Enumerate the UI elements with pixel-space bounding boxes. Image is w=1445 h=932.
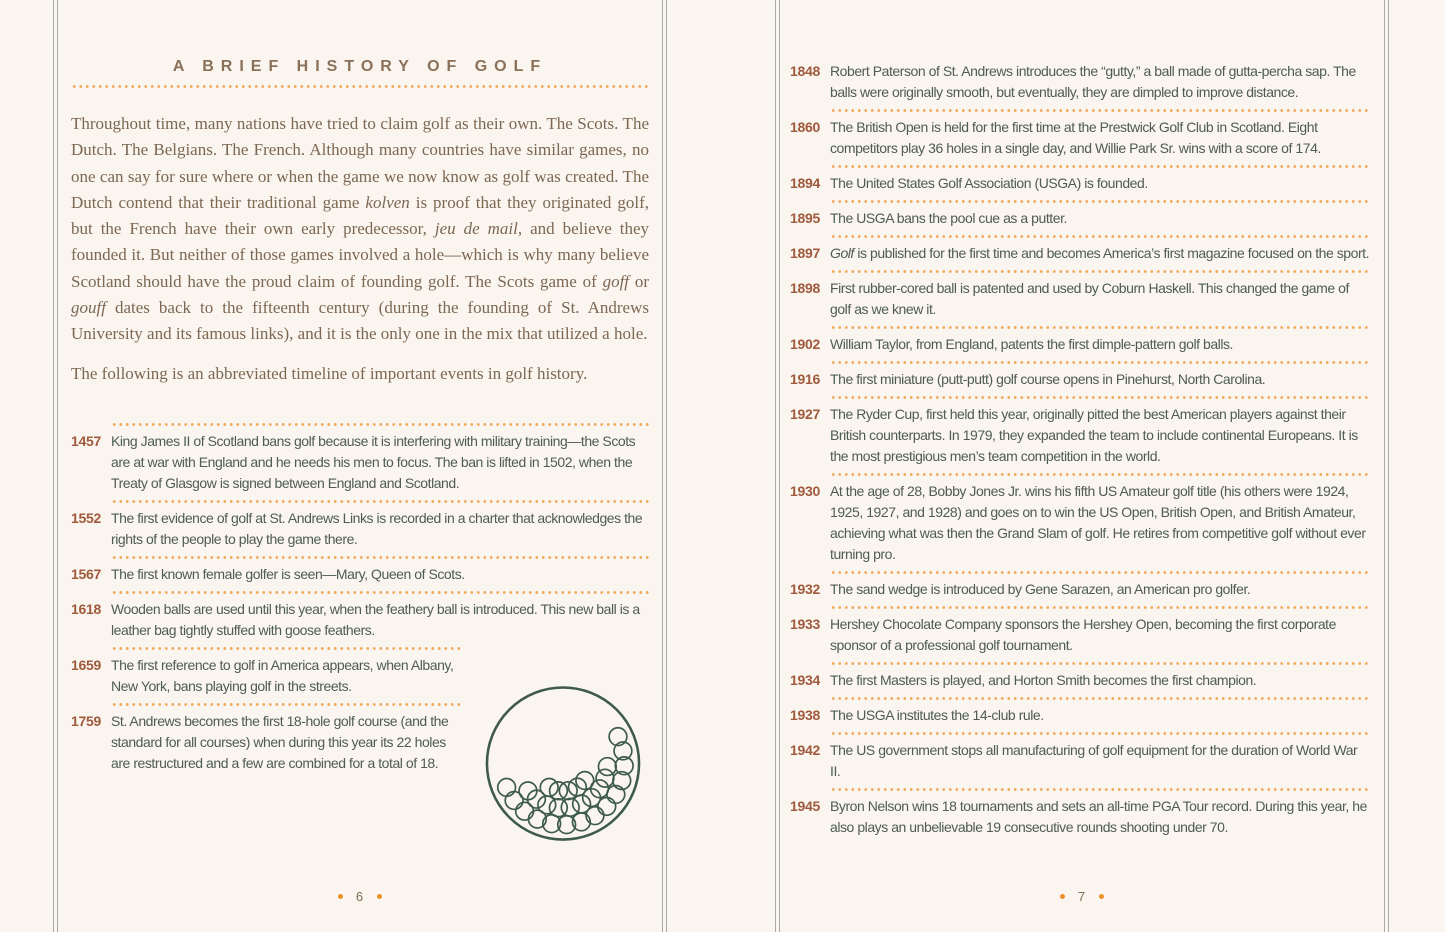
page-dot-icon [377,894,382,899]
timeline-entry [790,791,1370,844]
timeline-entry [790,364,1370,396]
timeline-year: 1942 [790,742,820,758]
timeline-text: The first reference to golf in America appears, when Albany, New York, bans playing golf in the streets. [111,656,454,694]
timeline-year: 1945 [790,798,820,814]
page-dot-icon [338,894,343,899]
timeline-year: 1759 [71,712,101,729]
timeline-text: The USGA institutes the 14-club rule. [830,707,1044,723]
timeline-text: The sand wedge is introduced by Gene Sarazen, an American pro golfer. [830,581,1251,597]
dotted-divider [71,85,649,88]
timeline-text: Hershey Chocolate Company sponsors the Hershey Open, becoming the first corporate sponsor of a professional golf tournament. [830,616,1336,653]
timeline-year: 1934 [790,672,820,688]
timeline-year: 1848 [790,63,820,79]
timeline-year: 1938 [790,707,820,723]
timeline-entry [790,476,1370,571]
timeline-entry [790,735,1370,788]
timeline-year: 1932 [790,581,820,597]
timeline-year: 1895 [790,210,820,226]
timeline-lead-in: The following is an abbreviated timeline of important events in golf history. [71,363,588,383]
timeline-year: 1567 [71,565,101,582]
timeline-right [790,56,1370,844]
timeline-year: 1927 [790,406,820,422]
timeline-text: The United States Golf Association (USGA) is founded. [830,175,1148,191]
timeline-entry [790,399,1370,473]
timeline-year: 1457 [71,432,101,449]
timeline-entry [790,609,1370,662]
timeline-entry [71,426,649,500]
timeline-text: Byron Nelson wins 18 tournaments and sets an all-time PGA Tour record. During this year, he also plays an unbelievable 19 consecutive rounds shooting under 70. [830,798,1367,835]
timeline-text: The US government stops all manufacturing of golf equipment for the duration of World War II. [830,742,1358,779]
timeline-text: The British Open is held for the first time at the Prestwick Golf Club in Scotland. Eight competitors play 36 holes in a single day, and Willie Park Sr. wins with a score of 174. [830,119,1321,156]
timeline-year: 1898 [790,280,820,296]
left-page [58,0,662,932]
timeline-entry [790,329,1370,361]
timeline-text: At the age of 28, Bobby Jones Jr. wins his fifth US Amateur golf title (his others were 1924, 1925, 1927, and 1928) and goes on to win the US Open, British Open, and British Amateur, achieving what was then the Grand Slam of golf. He retires from competitive golf without ever turning pro. [830,483,1366,562]
timeline-text: First rubber-cored ball is patented and used by Coburn Haskell. This changed the game of golf as we knew it. [830,280,1349,317]
page-dot-icon [1099,894,1104,899]
timeline-text: King James II of Scotland bans golf because it is interfering with military training—the Scots are at war with England and he needs his men to focus. The ban is lifted in 1502, when the Treaty of Glasgow is signed between England and Scotland. [111,432,636,491]
timeline-year: 1933 [790,616,820,632]
right-page [780,0,1384,932]
timeline-entry [71,559,649,591]
right-margin [1389,0,1445,932]
timeline-text: St. Andrews becomes the first 18-hole golf course (and the standard for all courses) when during this year its 22 holes are restructured and a few are combined for a total of 18. [111,712,449,771]
timeline-text: The first known female golfer is seen—Mary, Queen of Scots. [111,565,465,582]
timeline-entry [790,203,1370,235]
page-number: 7 [1077,889,1087,904]
page-number: 6 [355,889,365,904]
book-gutter [667,0,775,932]
timeline-text: Golf is published for the first time and becomes America’s first magazine focused on the sport. [830,245,1370,261]
timeline-entry [790,112,1370,165]
timeline-year: 1930 [790,483,820,499]
timeline-entry [71,503,649,556]
timeline-entry [790,168,1370,200]
timeline-year: 1860 [790,119,820,135]
timeline-entry [790,56,1370,109]
timeline-year: 1902 [790,336,820,352]
timeline-year: 1552 [71,509,101,526]
timeline-year: 1894 [790,175,820,191]
timeline-year: 1916 [790,371,820,387]
timeline-entry [790,273,1370,326]
timeline-text: The USGA bans the pool cue as a putter. [830,210,1067,226]
timeline-entry [790,574,1370,606]
timeline-entry [790,700,1370,732]
timeline-entry [790,665,1370,697]
timeline-text: The Ryder Cup, first held this year, originally pitted the best American players against their British counterparts. In 1979, they expanded the team to include continental Europeans. It is the most prestigious men’s team competition in the world. [830,406,1358,464]
timeline-entry [71,594,649,647]
page-number-left [58,889,662,904]
page-title: A BRIEF HISTORY OF GOLF [172,58,548,75]
intro-paragraph: Throughout time, many nations have tried to claim golf as their own. The Scots. The Dutch. The Belgians. The French. Although many countries have similar games, no one can say for sure where or when the game we now know as golf was created. The Dutch contend that their traditional game kolven is proof that they originated golf, but the French have their own early predecessor, jeu de mail, and believe they founded it. But neither of those games involved a hole—which is why many believe Scotland should have the proud claim of founding golf. The Scots game of goff or gouff dates back to the fifteenth century (during the founding of St. Andrews University and its famous links), and it is the only one in the mix that utilized a hole. [71,114,649,344]
left-margin [0,0,53,932]
timeline-text: Robert Paterson of St. Andrews introduces the “gutty,” a ball made of gutta-percha sap. The balls were originally smooth, but eventually, they are dimpled to improve distance. [830,63,1356,100]
timeline-text: William Taylor, from England, patents the first dimple-pattern golf balls. [830,336,1233,352]
timeline-entry [790,238,1370,270]
timeline-year: 1659 [71,656,101,673]
page-dot-icon [1060,894,1065,899]
golf-ball-dimples [498,728,633,834]
page-number-right [780,889,1384,904]
timeline-year: 1618 [71,600,101,617]
timeline-text: The first evidence of golf at St. Andrews Links is recorded in a charter that acknowledges the rights of the people to play the game there. [111,509,643,547]
golf-ball-illustration [484,683,642,846]
timeline-text: The first miniature (putt-putt) golf course opens in Pinehurst, North Carolina. [830,371,1266,387]
timeline-year: 1897 [790,245,820,261]
timeline-text: Wooden balls are used until this year, when the feathery ball is introduced. This new ball is a leather bag tightly stuffed with goose feathers. [111,600,640,638]
timeline-text: The first Masters is played, and Horton Smith becomes the first champion. [830,672,1257,688]
